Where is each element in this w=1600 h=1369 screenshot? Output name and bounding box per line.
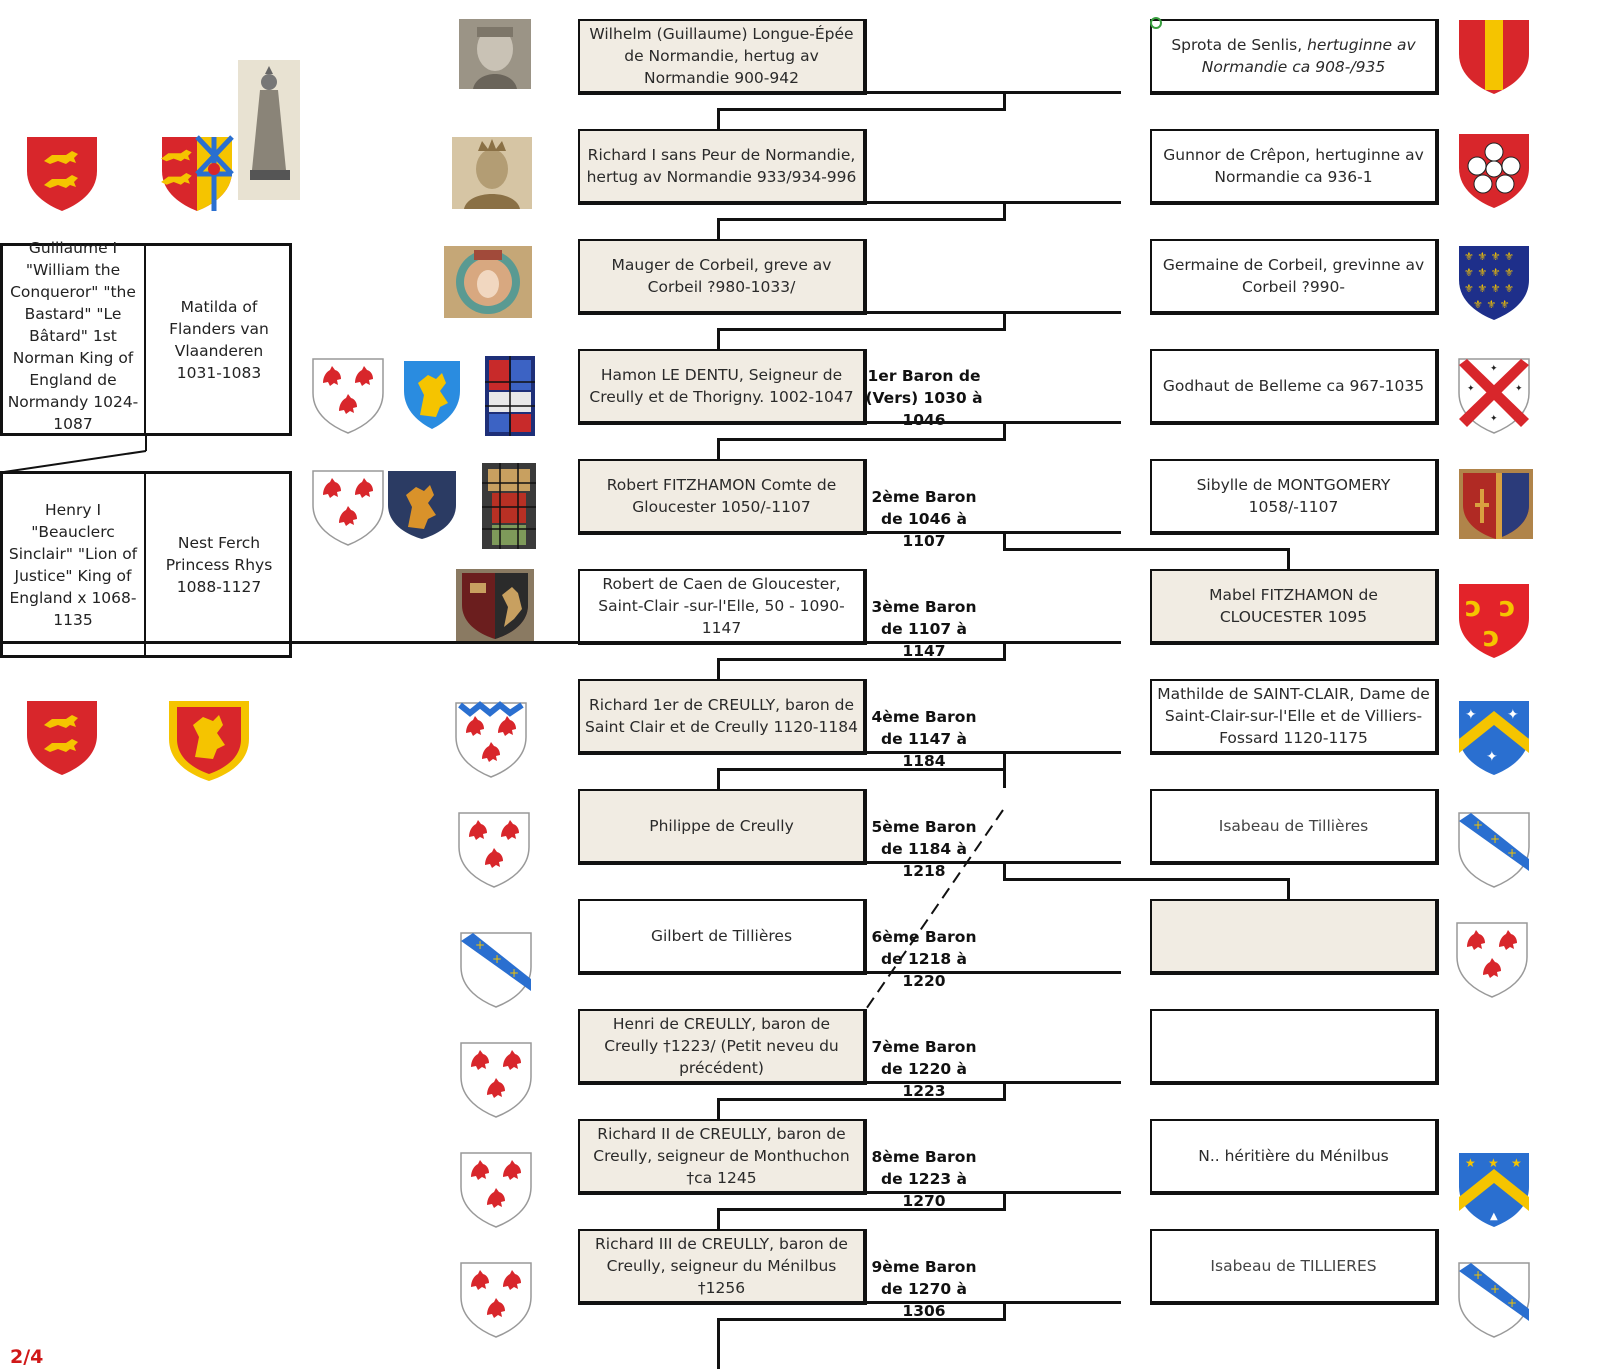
baron-title: 7ème Baron de 1220 à 1223	[871, 1038, 977, 1100]
husband-name: Richard 1er de CREULLY, baron de Saint Clair et de Creully 1120-1184	[585, 696, 858, 736]
coat-of-arms-icon	[388, 471, 460, 541]
svg-text:ɔ: ɔ	[1465, 590, 1482, 623]
coat-of-arms-icon	[461, 1153, 535, 1229]
husband-name: Wilhelm (Guillaume) Longue-Épée de Normandie, hertug av Normandie 900-942	[589, 25, 854, 87]
svg-text:▲: ▲	[1490, 1211, 1498, 1222]
husband-name: Philippe de Creully	[649, 817, 794, 835]
coat-of-arms-icon	[1459, 359, 1533, 435]
coat-of-arms-icon	[313, 471, 387, 547]
husband-box	[578, 19, 867, 95]
wife-name: Isabeau de TILLIERES	[1210, 1257, 1377, 1275]
svg-text:ɔ: ɔ	[1499, 590, 1516, 623]
svg-text:★: ★	[1511, 1156, 1522, 1170]
coat-of-arms-icon	[456, 569, 534, 641]
svg-text:✦: ✦	[1515, 384, 1523, 394]
wife-box	[1150, 129, 1439, 205]
wife-name: Germaine de Corbeil, grevinne av Corbeil ?990-	[1162, 256, 1425, 296]
svg-text:⚜ ⚜ ⚜ ⚜: ⚜ ⚜ ⚜ ⚜	[1464, 282, 1514, 295]
wife-box	[1150, 789, 1439, 865]
svg-text:✦: ✦	[1490, 364, 1498, 374]
stained-glass-icon	[485, 356, 535, 436]
coat-of-arms-icon	[1457, 923, 1531, 999]
coat-of-arms-icon	[1459, 813, 1533, 889]
svg-text:★: ★	[1488, 1156, 1499, 1170]
husband-name: Henri de CREULLY, baron de Creully †1223/ (Petit neveu du précédent)	[604, 1015, 839, 1077]
wife-box	[1150, 1229, 1439, 1305]
statue-icon	[238, 60, 300, 200]
husband-name: Gilbert de Tillières	[650, 927, 793, 945]
husband-name: Robert FITZHAMON Comte de Gloucester 1050/-1107	[606, 476, 837, 516]
husband-name: Richard II de CREULLY, baron de Creully, seigneur de Monthuchon †ca 1245	[593, 1125, 850, 1187]
svg-text:★: ★	[1465, 1156, 1476, 1170]
wife-name: Mathilde de SAINT-CLAIR, Dame de Saint-Clair-sur-l'Elle et de Villiers-Fossard 1120-1175	[1157, 685, 1430, 747]
wife-box	[1150, 569, 1439, 645]
coat-of-arms-icon	[461, 933, 535, 1009]
wife-box	[1150, 679, 1439, 755]
baron-title: 6ème Baron de 1218 à 1220	[871, 928, 977, 990]
baron-title: 8ème Baron de 1223 à 1270	[871, 1148, 977, 1210]
coat-of-arms-icon	[1459, 20, 1533, 96]
husband-box	[578, 129, 867, 205]
husband-box	[578, 459, 867, 535]
wife-box	[1150, 1009, 1439, 1085]
wife-name: N.. héritière du Ménilbus	[1198, 1147, 1389, 1165]
svg-text:+: +	[1507, 846, 1518, 860]
coat-of-arms-icon	[456, 703, 530, 779]
wife-name: Isabeau de Tillières	[1218, 817, 1369, 835]
svg-text:+: +	[1507, 1296, 1518, 1310]
portrait-icon	[452, 137, 532, 209]
husband-name: Mauger de Corbeil, greve av Corbeil ?980-1033/	[611, 256, 832, 296]
stained-glass-icon	[482, 463, 536, 549]
baron-title: 4ème Baron de 1147 à 1184	[871, 708, 977, 770]
coat-of-arms-icon	[1459, 584, 1533, 660]
svg-text:+: +	[1473, 1268, 1484, 1282]
husband-box	[578, 789, 867, 865]
coat-of-arms-icon	[169, 701, 255, 781]
royal-husband-name: Guillaume I "William the Conqueror" "the Bastard" "Le Bâtard" 1st Norman King of England de Normandy 1024-1087	[7, 239, 139, 433]
husband-box	[578, 1009, 867, 1085]
svg-text:ɔ: ɔ	[1483, 620, 1500, 653]
svg-text:+: +	[475, 938, 486, 952]
wife-box	[1150, 19, 1439, 95]
royal-wife-name: Nest Ferch Princess Rhys 1088-1127	[165, 534, 273, 596]
svg-text:⚜ ⚜ ⚜: ⚜ ⚜ ⚜	[1473, 298, 1510, 311]
royal-husband-name: Henry I "Beauclerc Sinclair" "Lion of Justice" King of England x 1068-1135	[8, 501, 138, 629]
wife-name: Sibylle de MONTGOMERY 1058/-1107	[1196, 476, 1391, 516]
husband-box	[578, 1119, 867, 1195]
svg-text:+: +	[492, 952, 503, 966]
svg-text:✦: ✦	[1490, 414, 1498, 424]
marker-icon	[1150, 17, 1164, 31]
wife-name: Gunnor de Crêpon, hertuginne av Normandie ca 936-1	[1163, 146, 1424, 186]
coat-of-arms-icon	[459, 813, 533, 889]
coat-of-arms-icon	[27, 137, 101, 213]
coat-of-arms-icon	[1459, 701, 1533, 777]
svg-text:✦: ✦	[1486, 749, 1498, 765]
coat-of-arms-icon	[1459, 134, 1533, 210]
wife-name: Godhaut de Belleme ca 967-1035	[1162, 377, 1425, 395]
coat-of-arms-icon	[162, 137, 236, 213]
svg-text:+: +	[1490, 1282, 1501, 1296]
husband-box	[578, 899, 867, 975]
coat-of-arms-icon	[1459, 1263, 1533, 1339]
husband-box	[578, 569, 867, 645]
svg-text:✦: ✦	[1507, 707, 1519, 723]
coat-of-arms-icon	[1459, 469, 1533, 545]
coat-of-arms-icon	[1459, 1153, 1533, 1229]
svg-text:+: +	[1490, 832, 1501, 846]
baron-title: 3ème Baron de 1107 à 1147	[871, 598, 977, 660]
coat-of-arms-icon	[404, 361, 464, 433]
coat-of-arms-icon	[1459, 246, 1533, 322]
coat-of-arms-icon	[461, 1263, 535, 1339]
coat-of-arms-icon	[313, 359, 387, 435]
husband-name: Richard III de CREULLY, baron de Creully, seigneur du Ménilbus †1256	[595, 1235, 848, 1297]
baron-title: 9ème Baron de 1270 à 1306	[871, 1258, 977, 1320]
svg-text:+: +	[1473, 818, 1484, 832]
wife-name: Sprota de Senlis, hertuginne av Normandie ca 908-/935	[1171, 36, 1416, 76]
wife-box	[1150, 239, 1439, 315]
baron-title: 5ème Baron de 1184 à 1218	[871, 818, 977, 880]
coat-of-arms-icon	[27, 701, 101, 777]
wife-name: Mabel FITZHAMON de CLOUCESTER 1095	[1209, 586, 1378, 626]
svg-text:⚜ ⚜ ⚜ ⚜: ⚜ ⚜ ⚜ ⚜	[1464, 250, 1514, 263]
coat-of-arms-icon	[461, 1043, 535, 1119]
svg-text:⚜ ⚜ ⚜ ⚜: ⚜ ⚜ ⚜ ⚜	[1464, 266, 1514, 279]
husband-name: Robert de Caen de Gloucester, Saint-Clair -sur-l'Elle, 50 - 1090-1147	[598, 575, 845, 637]
husband-box	[578, 239, 867, 315]
husband-name: Hamon LE DENTU, Seigneur de Creully et de Thorigny. 1002-1047	[589, 366, 854, 406]
page-number: 2/4	[10, 1346, 44, 1368]
wife-box	[1150, 1119, 1439, 1195]
wife-box	[1150, 899, 1439, 975]
wife-box	[1150, 349, 1439, 425]
svg-text:✦: ✦	[1467, 384, 1475, 394]
svg-text:+: +	[509, 966, 520, 980]
baron-title: 1er Baron de (Vers) 1030 à 1046	[865, 367, 983, 429]
husband-box	[578, 679, 867, 755]
husband-box	[578, 1229, 867, 1305]
royal-wife-name: Matilda of Flanders van Vlaanderen 1031-1083	[169, 298, 269, 382]
wife-box	[1150, 459, 1439, 535]
baron-title: 2ème Baron de 1046 à 1107	[871, 488, 977, 550]
portrait-icon	[459, 19, 531, 89]
portrait-icon	[444, 246, 532, 318]
husband-box	[578, 349, 867, 425]
husband-name: Richard I sans Peur de Normandie, hertug av Normandie 933/934-996	[586, 146, 857, 186]
svg-text:✦: ✦	[1465, 707, 1477, 723]
